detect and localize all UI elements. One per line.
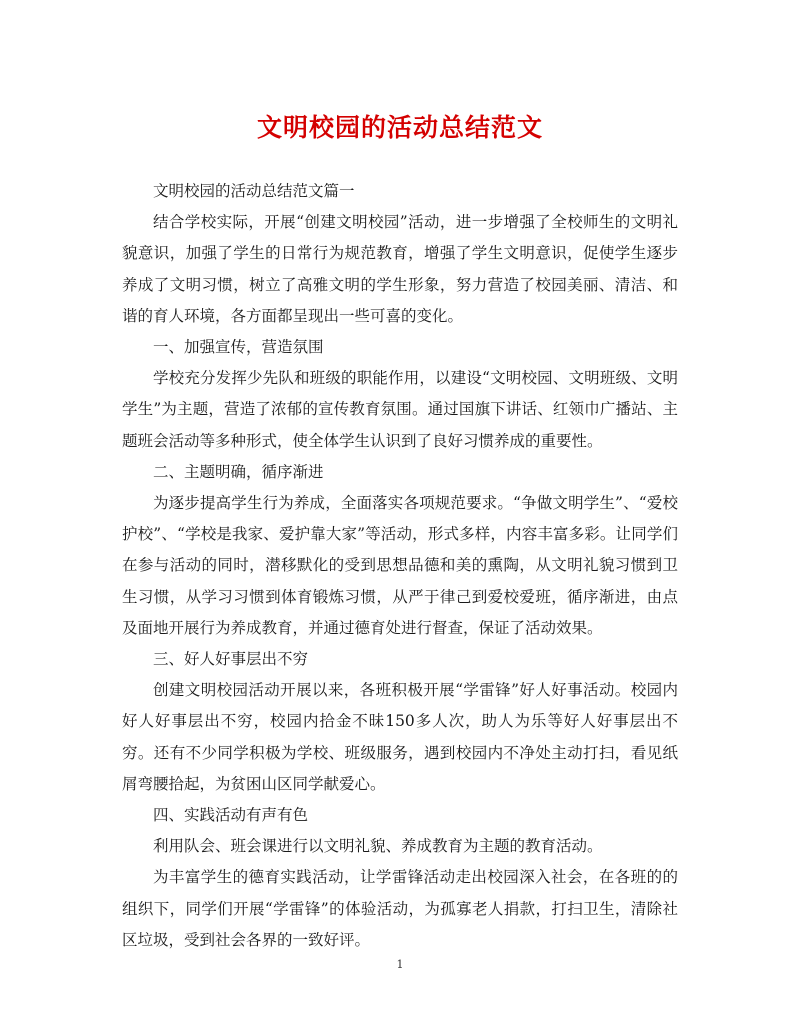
section-heading: 一、加强宣传，营造氛围 [153,338,324,357]
body-paragraph: 为丰富学生的德育实践活动，让学雷锋活动走出校园深入社会，在各班的的组织下，同学们开展“学雷锋”的体验活动，为孤寡老人捐款，打扫卫生，清除社区垃圾，受到社会各界的一致好评。 [122,868,678,949]
body-paragraph: 为逐步提高学生行为养成，全面落实各项规范要求。“争做文明学生”、“爱校护校”、“学校是我家、爱护靠大家”等活动，形式多样，内容丰富多彩。让同学们在参与活动的同时，潜移默化的受到思想品德和美的熏陶，从文明礼貌习惯到卫生习惯，从学习习惯到体育锻炼习惯，从严于律己到爱校爱班，循序渐进，由点及面地开展行为养成教育，并通过德育处进行督查，保证了活动效果。 [122,494,678,637]
body-paragraph: 结合学校实际，开展“创建文明校园”活动，进一步增强了全校师生的文明礼貌意识，加强了学生的日常行为规范教育，增强了学生文明意识，促使学生逐步养成了文明习惯，树立了高雅文明的学生形象，努力营造了校园美丽、清洁、和谐的育人环境，各方面都呈现出一些可喜的变化。 [122,213,678,325]
document-body [122,176,678,956]
section-heading: 三、好人好事层出不穷 [153,650,309,669]
section-heading: 四、实践活动有声有色 [153,806,309,825]
body-paragraph: 学校充分发挥少先队和班级的职能作用，以建设“文明校园、文明班级、文明学生”为主题，营造了浓郁的宣传教育氛围。通过国旗下讲话、红领巾广播站、主题班会活动等多种形式，使全体学生认识到了良好习惯养成的重要性。 [122,369,678,450]
body-paragraph: 创建文明校园活动开展以来，各班积极开展“学雷锋”好人好事活动。校园内好人好事层出不穷，校园内拾金不昧150多人次，助人为乐等好人好事层出不穷。还有不少同学积极为学校、班级服务，遇到校园内不净处主动打扫，看见纸屑弯腰拾起，为贫困山区同学献爱心。 [122,681,678,793]
document-title: 文明校园的活动总结范文 [256,113,543,142]
section-heading: 二、主题明确，循序渐进 [153,462,324,481]
body-paragraph: 利用队会、班会课进行以文明礼貌、养成教育为主题的教育活动。 [153,837,603,856]
page-number: 1 [396,958,404,971]
section-heading: 文明校园的活动总结范文篇一 [153,182,355,200]
